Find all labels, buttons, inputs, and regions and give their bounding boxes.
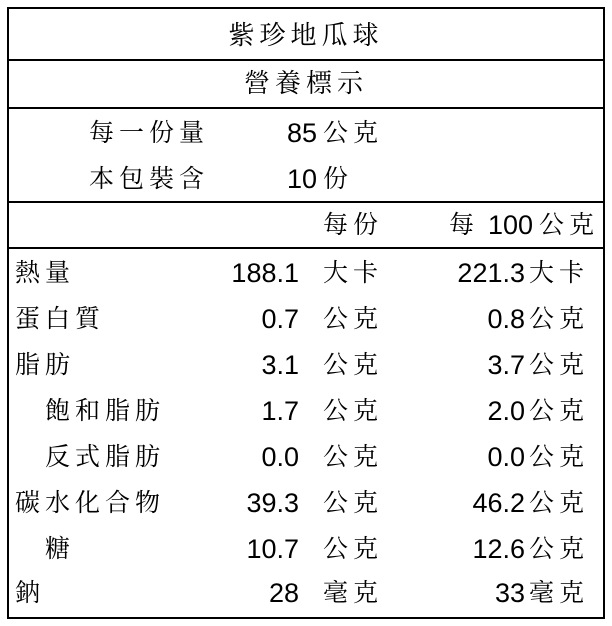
- nutrient-protein-unit-serving: 公克: [323, 304, 384, 333]
- nutrient-fat-per-100: 3.7: [487, 350, 525, 380]
- nutrient-sodium-per-100: 33: [494, 578, 525, 608]
- nutrient-energy-unit-100: 大卡: [529, 258, 590, 287]
- per-serving-unit: 公克: [323, 118, 384, 147]
- nutrient-name-fat: 脂肪: [15, 350, 76, 379]
- nutrient-name-saturated-fat: 飽和脂肪: [45, 396, 166, 425]
- per-serving-value: 85: [286, 118, 317, 148]
- nutrient-name-energy: 熱量: [15, 258, 76, 287]
- nutrient-sugar-per-100: 12.6: [472, 534, 525, 564]
- nutrient-saturated-fat-unit-serving: 公克: [323, 396, 384, 425]
- nutrient-name-sugar: 糖: [45, 534, 76, 563]
- section-title: 營養標示: [243, 69, 368, 99]
- column-per-100-value: 100: [487, 210, 533, 240]
- nutrient-sodium-unit-serving: 毫克: [323, 578, 384, 607]
- nutrient-fat-per-serving: 3.1: [261, 350, 299, 380]
- servings-label: 本包裝含: [89, 164, 210, 193]
- nutrient-carbohydrate-unit-serving: 公克: [323, 488, 384, 517]
- column-per-100-unit: 公克: [539, 210, 600, 239]
- nutrient-protein-unit-100: 公克: [529, 304, 590, 333]
- nutrient-carbohydrate-unit-100: 公克: [529, 488, 590, 517]
- nutrition-label: [7, 7, 605, 619]
- per-serving-label: 每一份量: [89, 118, 210, 147]
- nutrient-saturated-fat-per-serving: 1.7: [261, 396, 299, 426]
- divider-heading: [9, 107, 603, 109]
- nutrient-name-protein: 蛋白質: [15, 304, 106, 333]
- nutrient-name-carbohydrate: 碳水化合物: [15, 488, 166, 517]
- nutrient-trans-fat-per-100: 0.0: [487, 442, 525, 472]
- nutrient-fat-unit-serving: 公克: [323, 350, 384, 379]
- nutrient-energy-per-100: 221.3: [457, 258, 525, 288]
- nutrient-trans-fat-unit-100: 公克: [529, 442, 590, 471]
- nutrient-fat-unit-100: 公克: [529, 350, 590, 379]
- nutrient-sodium-per-serving: 28: [268, 578, 299, 608]
- nutrient-sugar-per-serving: 10.7: [246, 534, 299, 564]
- nutrient-name-trans-fat: 反式脂肪: [45, 442, 166, 471]
- nutrient-carbohydrate-per-serving: 39.3: [246, 488, 299, 518]
- servings-unit: 份: [323, 164, 354, 193]
- nutrient-trans-fat-unit-serving: 公克: [323, 442, 384, 471]
- column-per-serving: 每份: [323, 210, 384, 239]
- servings-value: 10: [286, 164, 317, 194]
- nutrient-saturated-fat-per-100: 2.0: [487, 396, 525, 426]
- nutrient-protein-per-serving: 0.7: [261, 304, 299, 334]
- nutrient-energy-unit-serving: 大卡: [323, 258, 384, 287]
- product-name: 紫珍地瓜球: [228, 21, 384, 51]
- nutrient-protein-per-100: 0.8: [487, 304, 525, 334]
- nutrient-name-sodium: 鈉: [15, 578, 46, 607]
- nutrient-carbohydrate-per-100: 46.2: [472, 488, 525, 518]
- nutrient-sodium-unit-100: 毫克: [529, 578, 590, 607]
- nutrient-trans-fat-per-serving: 0.0: [261, 442, 299, 472]
- divider-serving: [9, 201, 603, 203]
- nutrient-sugar-unit-serving: 公克: [323, 534, 384, 563]
- divider-columns: [9, 247, 603, 249]
- column-per-100-prefix: 每: [449, 210, 475, 239]
- nutrient-saturated-fat-unit-100: 公克: [529, 396, 590, 425]
- nutrient-energy-per-serving: 188.1: [231, 258, 299, 288]
- nutrient-sugar-unit-100: 公克: [529, 534, 590, 563]
